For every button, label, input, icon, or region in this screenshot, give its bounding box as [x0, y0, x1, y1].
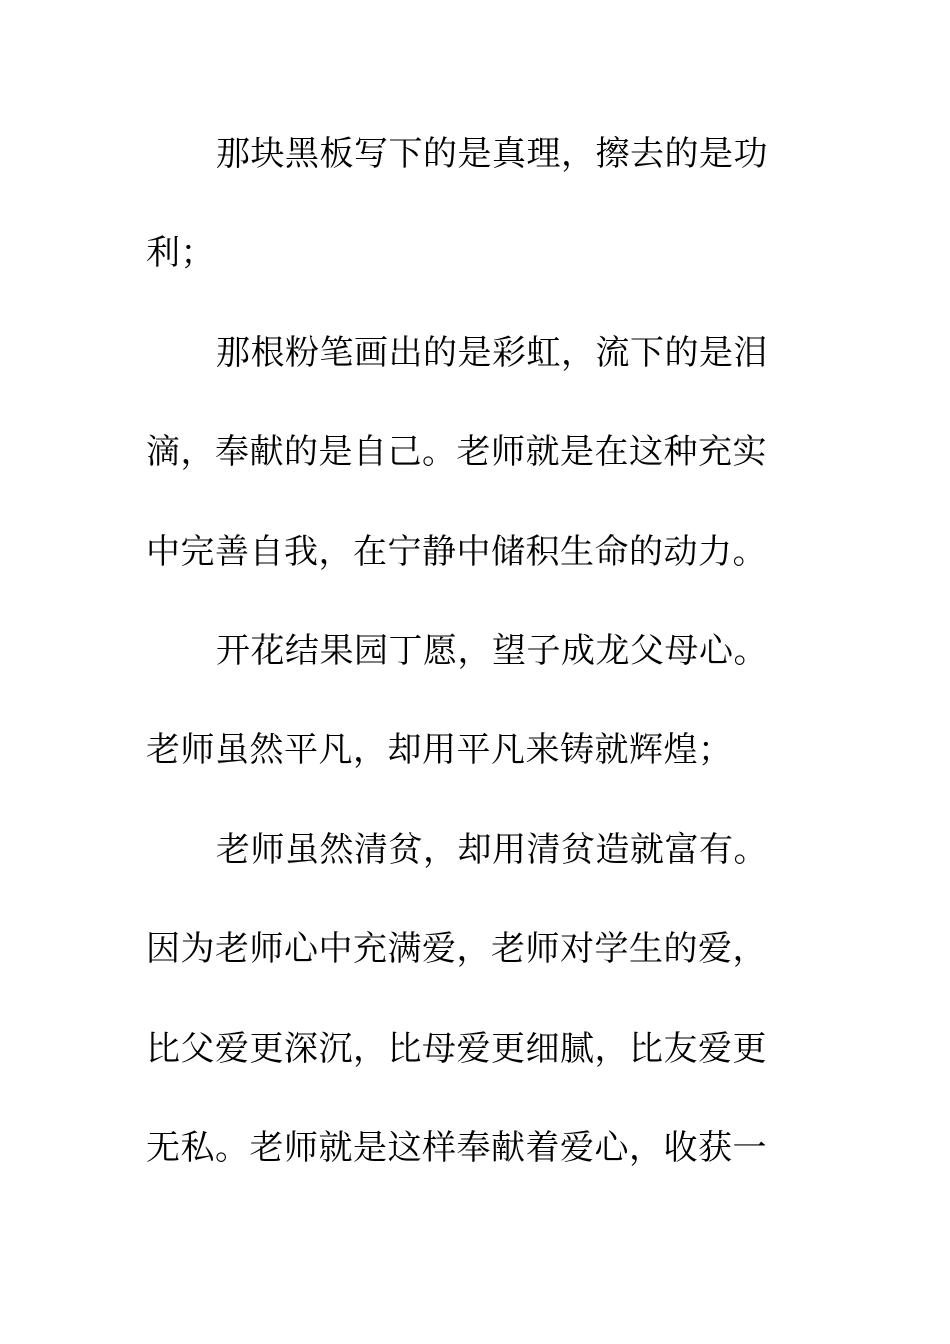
paragraph-line: 因为老师心中充满爱，老师对学生的爱，	[146, 929, 767, 970]
paragraph-line: 老师虽然平凡，却用平凡来铸就辉煌；	[146, 730, 733, 771]
paragraph-line: 滴，奉献的是自己。老师就是在这种充实	[146, 432, 767, 473]
paragraph-line: 中完善自我，在宁静中储积生命的动力。	[146, 531, 767, 572]
paragraph-line: 那根粉笔画出的是彩虹，流下的是泪	[216, 332, 768, 373]
paragraph-line: 利；	[146, 233, 215, 274]
paragraph-line: 那块黑板写下的是真理，擦去的是功	[216, 134, 768, 174]
paragraph-line: 老师虽然清贫，却用清贫造就富有。	[216, 829, 768, 870]
paragraph-line: 开花结果园丁愿，望子成龙父母心。	[216, 630, 768, 671]
paragraph-line: 无私。老师就是这样奉献着爱心，收获一	[146, 1127, 767, 1168]
paragraph-line: 比父爱更深沉，比母爱更细腻，比友爱更	[146, 1028, 767, 1069]
body-text	[146, 126, 786, 1219]
